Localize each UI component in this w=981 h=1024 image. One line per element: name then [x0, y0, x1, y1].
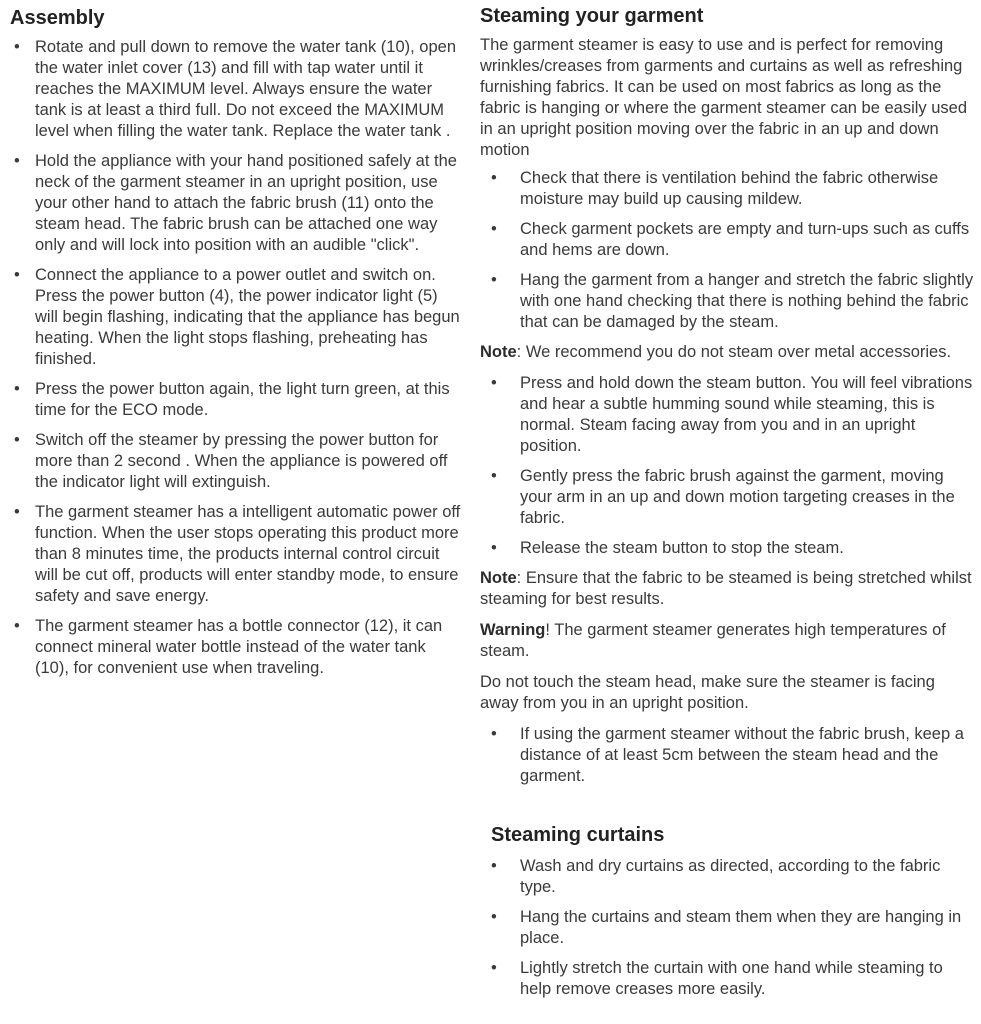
curtains-bullet-list — [480, 856, 975, 1000]
assembly-section — [0, 0, 478, 1024]
note-text: : We recommend you do not steam over metal accessories. — [516, 343, 952, 361]
bullet-text: • Gently press the fabric brush against the garment, moving your arm in an up and down motion targeting creases in the fabric. — [520, 467, 955, 527]
bullet-item — [10, 37, 464, 142]
warning-label: Warning — [480, 621, 546, 639]
bullet-text: • If using the garment steamer without the fabric brush, keep a distance of at least 5cm between the steam head and the garment. — [520, 725, 964, 785]
bullet-text: • Rotate and pull down to remove the water tank (10), open the water inlet cover (13) and fill with tap water until it reaches the MAXIMUM level. Always ensure the water tank is at least a third full. Do not exceed the MAXIMUM level when filling the water tank. Replace the water tank . — [35, 38, 456, 140]
bullet-item — [480, 270, 975, 333]
note-text: : Ensure that the fabric to be steamed is being stretched whilst steaming for best results. — [480, 569, 972, 608]
bullet-text: • Check garment pockets are empty and turn-ups such as cuffs and hems are down. — [520, 220, 970, 259]
bullet-item — [480, 724, 975, 787]
bullet-text: • Wash and dry curtains as directed, according to the fabric type. — [520, 857, 941, 896]
steam-head-paragraph: Do not touch the steam head, make sure the steamer is facing away from you in an upright position. — [480, 673, 935, 712]
bullet-item — [10, 379, 464, 421]
assembly-bullet-list — [10, 37, 464, 679]
curtains-heading: Steaming curtains — [491, 824, 665, 846]
steaming-use-bullet-list — [480, 373, 975, 559]
bullet-text: • Hold the appliance with your hand positioned safely at the neck of the garment steamer in an upright position, use your other hand to attach the fabric brush (11) onto the steam head. The fabric brush can be attached one way only and will lock into position with an audible "click". — [35, 152, 457, 254]
bullet-text: • Release the steam button to stop the steam. — [520, 539, 844, 557]
steaming-section — [478, 0, 981, 1024]
warning-paragraph — [480, 620, 975, 662]
steaming-heading: Steaming your garment — [480, 5, 704, 27]
bullet-item — [10, 151, 464, 256]
curtains-section — [480, 823, 975, 1000]
bullet-text: • Hang the curtains and steam them when they are hanging in place. — [520, 908, 962, 947]
bullet-text: • Check that there is ventilation behind the fabric otherwise moisture may build up causing mildew. — [520, 169, 939, 208]
bullet-item — [480, 168, 975, 210]
bullet-text: • Switch off the steamer by pressing the power button for more than 2 second . When the appliance is powered off the indicator light will extinguish. — [35, 431, 448, 491]
steaming-intro-paragraph: The garment steamer is easy to use and is perfect for removing wrinkles/creases from garments and curtains as well as refreshing furnishing fabrics. It can be used on most fabrics as long as the fabric is hanging or where the garment steamer can be easily used in an upright position moving over the fabric in an up and down motion — [480, 36, 968, 159]
bullet-text: • The garment steamer has a bottle connector (12), it can connect mineral water bottle instead of the water tank (10), for convenient use when traveling. — [35, 617, 443, 677]
bullet-text: • Lightly stretch the curtain with one hand while steaming to help remove creases more easily. — [520, 959, 943, 998]
steaming-prep-bullet-list — [480, 168, 975, 333]
bullet-item — [480, 373, 975, 457]
bullet-item — [480, 538, 975, 559]
bullet-item — [480, 466, 975, 529]
bullet-text: • Press the power button again, the light turn green, at this time for the ECO mode. — [35, 380, 450, 419]
note-metal-paragraph — [480, 342, 975, 363]
bullet-item — [10, 502, 464, 607]
note-label: Note — [480, 343, 517, 361]
note-stretch-paragraph — [480, 568, 975, 610]
assembly-heading: Assembly — [10, 7, 105, 29]
note-label: Note — [480, 569, 517, 587]
warning-text: ! The garment steamer generates high temperatures of steam. — [480, 621, 946, 660]
bullet-text: • Hang the garment from a hanger and stretch the fabric slightly with one hand checking that there is nothing behind the fabric that can be damaged by the steam. — [520, 271, 974, 331]
bullet-item — [480, 907, 975, 949]
bullet-item — [10, 430, 464, 493]
bullet-item — [10, 265, 464, 370]
bullet-item — [480, 856, 975, 898]
bullet-text: • Press and hold down the steam button. You will feel vibrations and hear a subtle humming sound while steaming, this is normal. Steam facing away from you and in an upright position. — [520, 374, 973, 455]
steaming-distance-bullet-list — [480, 724, 975, 787]
bullet-item — [10, 616, 464, 679]
bullet-text: • The garment steamer has a intelligent automatic power off function. When the user stops operating this product more than 8 minutes time, the products internal control circuit will be cut off, products will enter standby mode, to ensure safety and save energy. — [35, 503, 461, 605]
bullet-item — [480, 219, 975, 261]
bullet-item — [480, 958, 975, 1000]
bullet-text: • Connect the appliance to a power outlet and switch on. Press the power button (4), the power indicator light (5) will begin flashing, indicating that the appliance has begun heating. When the light stops flashing, preheating has finished. — [35, 266, 460, 368]
